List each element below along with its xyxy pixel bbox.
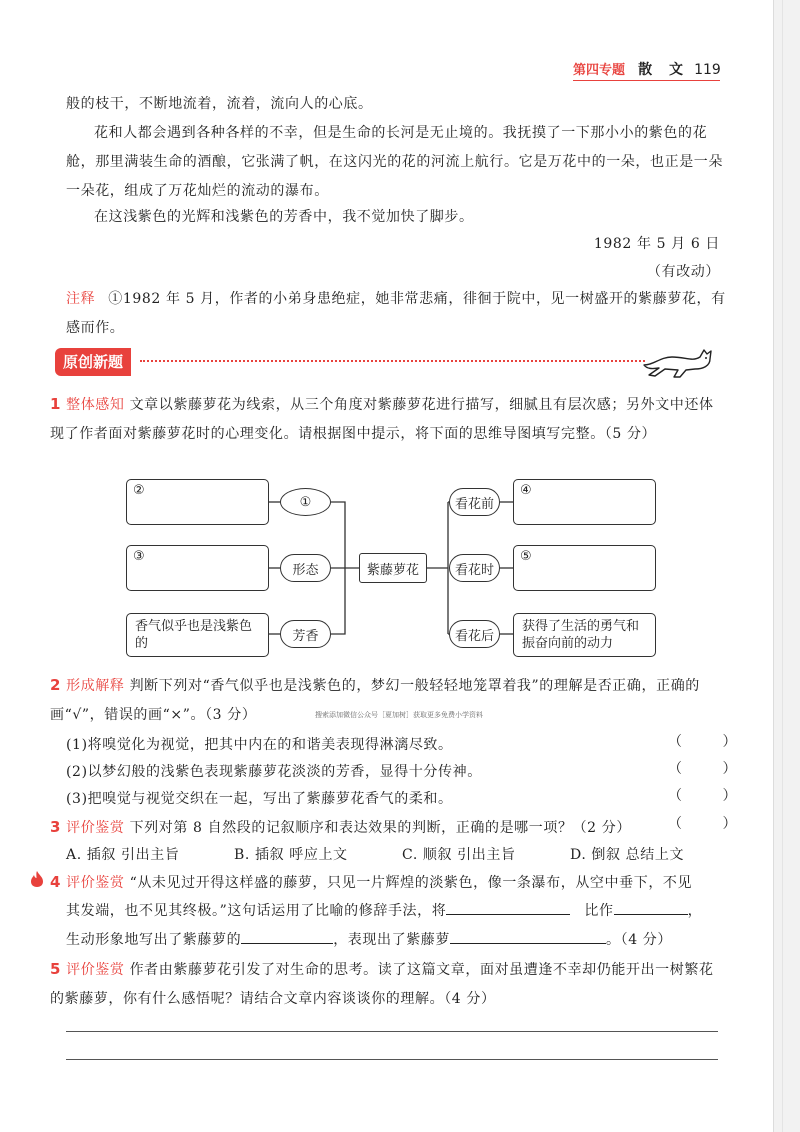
section-label: 第四专题 — [573, 63, 626, 78]
article-p1: 般的枝干，不断地流着，流着，流向人的心底。 — [66, 96, 373, 112]
question-4 — [50, 868, 726, 898]
q4-blank-3[interactable] — [241, 929, 333, 944]
q4-number: 4 — [50, 873, 62, 891]
q4-line2 — [66, 897, 726, 926]
section-banner: 原创新题 — [55, 348, 131, 376]
q4-tag: 评价鉴赏 — [66, 875, 125, 891]
mindmap-node-before-label: 看花前 — [454, 496, 494, 512]
q2-tag: 形成解释 — [66, 678, 125, 694]
q4-line1: “从未见过开得这样盛的藤萝，只见一片辉煌的淡紫色，像一条瀑布，从空中垂下，不见 — [129, 875, 693, 891]
mindmap-node-before — [449, 488, 500, 516]
article-p3: 在这浅紫色的光辉和浅紫色的芳香中，我不觉加快了脚步。 — [94, 209, 474, 225]
mindmap-box-3-label: ③ — [133, 549, 145, 564]
q4-line3-b: ，表现出了紫藤萝 — [333, 932, 451, 948]
mindmap-box-fragrance-text: 香气似乎也是浅紫色的 — [135, 619, 253, 651]
q1-text: 文章以紫藤萝花为线索，从三个角度对紫藤萝花进行描写，细腻且有层次感；另外文中还体现了作者面对紫藤萝花时的心理变化。请根据图中提示，将下面的思维导图填写完整。（5 分） — [50, 397, 714, 442]
mindmap-box-2[interactable] — [126, 479, 269, 525]
q4-line3 — [66, 926, 726, 955]
page-number: 119 — [694, 62, 721, 78]
q2-item-3: (3)把嗅觉与视觉交织在一起，写出了紫藤萝花香气的柔和。 — [66, 791, 453, 807]
q5-answer-line-1[interactable] — [66, 1031, 718, 1032]
q4-blank-1[interactable] — [446, 900, 570, 915]
note-label: 注释 — [66, 291, 96, 307]
question-3 — [50, 813, 650, 843]
q3-answer[interactable]: （ ） — [668, 816, 755, 832]
q5-text: 作者由紫藤萝花引发了对生命的思考。读了这篇文章，面对虽遭逢不幸却仍能开出一树繁花的紫藤萝，你有什么感悟呢？请结合文章内容谈谈你的理解。（4 分） — [50, 962, 714, 1007]
q2-text: 判断下列对“香气似乎也是浅紫色的，梦幻一般轻轻地笼罩着我”的理解是否正确，正确的画“√”，错误的画“×”。（3 分） — [50, 678, 700, 723]
question-2 — [50, 671, 726, 730]
q1-tag: 整体感知 — [66, 397, 125, 413]
q2-item-1: (1)将嗅觉化为视觉，把其中内在的和谐美表现得淋漓尽致。 — [66, 737, 453, 753]
mindmap-node-fragrance-label: 芳香 — [292, 628, 319, 644]
mindmap-box-2-label: ② — [133, 483, 145, 498]
mindmap-node-1[interactable] — [280, 488, 331, 516]
section-name: 散 文 — [638, 62, 689, 78]
q4-line2-c: ， — [687, 903, 703, 919]
q3-tag: 评价鉴赏 — [66, 820, 125, 836]
q4-blank-4[interactable] — [450, 929, 606, 944]
q3-number: 3 — [50, 818, 62, 836]
article-p2: 花和人都会遇到各种各样的不幸，但是生命的长河是无止境的。我抚摸了一下那小小的紫色的花舱，那里满装生命的酒酿，它张满了帆，在这闪光的花的河流上航行。它是万花中的一朵，也正是一朵一朵花，组成了万花灿烂的流动的瀑布。 — [66, 125, 723, 199]
q2-answer-1[interactable]: （ ） — [668, 734, 755, 750]
q5-answer-line-2[interactable] — [66, 1059, 718, 1060]
q4-line2-b: 比作 — [584, 903, 614, 919]
q3-option-c[interactable]: C. 顺叙 引出主旨 — [402, 847, 516, 863]
q2-answer-2[interactable]: （ ） — [668, 761, 755, 777]
article-adapted: （有改动） — [647, 264, 720, 280]
watermark: 搜索添加微信公众号［夏加树］获取更多免费小学资料 — [315, 711, 483, 719]
q3-option-b[interactable]: B. 插叙 呼应上文 — [234, 847, 348, 863]
question-5 — [50, 955, 726, 1014]
mindmap-node-after — [449, 620, 500, 648]
mindmap-box-after — [513, 613, 656, 657]
note-text: ①1982 年 5 月，作者的小弟身患绝症，她非常悲痛，徘徊于院中，见一树盛开的紫藤萝花，有感而作。 — [66, 291, 726, 336]
mindmap-box-4[interactable] — [513, 479, 656, 525]
q1-number: 1 — [50, 395, 62, 413]
mindmap-box-5[interactable] — [513, 545, 656, 591]
q2-number: 2 — [50, 676, 62, 694]
mindmap-box-after-text: 获得了生活的勇气和振奋向前的动力 — [522, 619, 640, 651]
q4-line3-a: 生动形象地写出了紫藤萝的 — [66, 932, 242, 948]
q2-item-2: (2)以梦幻般的浅紫色表现紫藤萝花淡淡的芳香，显得十分传神。 — [66, 764, 482, 780]
mindmap-box-5-label: ⑤ — [520, 549, 532, 564]
q2-answer-3[interactable]: （ ） — [668, 788, 755, 804]
flame-icon — [30, 870, 44, 888]
q3-option-d[interactable]: D. 倒叙 总结上文 — [570, 847, 685, 863]
mindmap-node-1-label: ① — [299, 494, 312, 510]
mindmap-box-3[interactable] — [126, 545, 269, 591]
mindmap-node-shape — [280, 554, 331, 582]
q5-tag: 评价鉴赏 — [66, 962, 125, 978]
mindmap-node-during-label: 看花时 — [454, 562, 494, 578]
q4-line3-c: 。（4 分） — [606, 932, 672, 948]
mindmap-box-fragrance — [126, 613, 269, 657]
q4-blank-2[interactable] — [614, 900, 688, 915]
mindmap-node-after-label: 看花后 — [454, 628, 494, 644]
mindmap-node-shape-label: 形态 — [292, 562, 319, 578]
q4-line2-a: 其发端，也不见其终极。”这句话运用了比喻的修辞手法，将 — [66, 903, 447, 919]
mindmap-center-label: 紫藤萝花 — [366, 562, 419, 578]
mindmap-node-fragrance — [280, 620, 331, 648]
article-date: 1982 年 5 月 6 日 — [593, 236, 720, 252]
mindmap-center — [359, 553, 427, 583]
q3-option-a[interactable]: A. 插叙 引出主旨 — [66, 847, 180, 863]
mindmap-node-during — [449, 554, 500, 582]
q5-number: 5 — [50, 960, 62, 978]
q3-text: 下列对第 8 自然段的记叙顺序和表达效果的判断，正确的是哪一项？（2 分） — [129, 820, 631, 836]
mindmap-box-4-label: ④ — [520, 483, 532, 498]
